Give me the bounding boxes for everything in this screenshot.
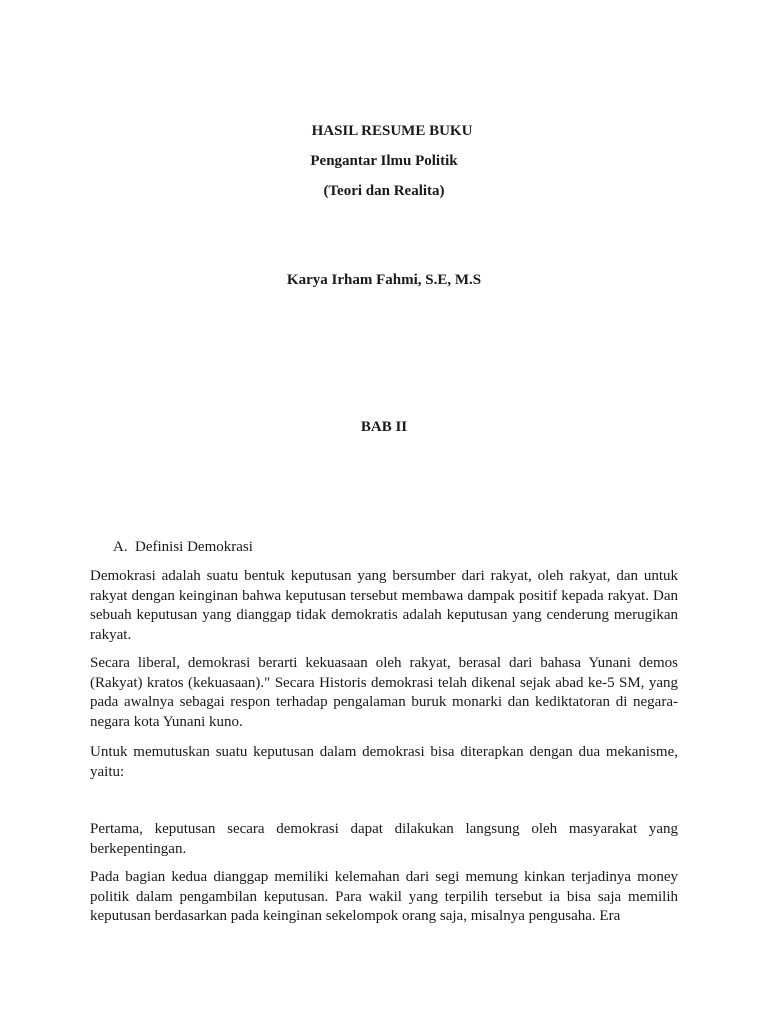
paragraph: Secara liberal, demokrasi berarti kekuasaan oleh rakyat, berasal dari bahasa Yunani demos (Rakyat) kratos (kekuasaan)." Secara Historis demokrasi telah dikenal sejak abad ke-5 SM, yang pada awalnya sebagai respon terhadap pengalaman buruk monarki dan kediktatoran di negara-negara kota Yunani kuno.	[90, 655, 678, 730]
paragraph: Pada bagian kedua dianggap memiliki kelemahan dari segi memung kinkan terjadinya money politik dalam pengambilan keputusan. Para wakil yang terpilih tersebut ia bisa saja memilih keputusan berdasarkan pada keinginan sekelompok orang saja, misalnya pengusaha. Era	[90, 869, 678, 924]
section-title: Definisi Demokrasi	[135, 539, 253, 555]
paragraph: Demokrasi adalah suatu bentuk keputusan yang bersumber dari rakyat, oleh rakyat, dan untuk rakyat dengan keinginan bahwa keputusan tersebut membawa dampak positif kepada rakyat. Dan sebuah keputusan yang dianggap tidak demokratis adalah keputusan yang cenderung merugikan rakyat.	[90, 568, 678, 643]
book-subtitle: (Teori dan Realita)	[323, 183, 445, 199]
paragraph: Pertama, keputusan secara demokrasi dapat dilakukan langsung oleh masyarakat yang berkepentingan.	[90, 821, 678, 857]
section-letter: A.	[113, 539, 128, 555]
paragraph: Untuk memutuskan suatu keputusan dalam demokrasi bisa diterapkan dengan dua mekanisme, yaitu:	[90, 744, 678, 780]
author-line: Karya Irham Fahmi, S.E, M.S	[286, 272, 482, 288]
section-heading	[113, 537, 253, 557]
chapter-heading: BAB II	[360, 419, 408, 435]
book-title: Pengantar Ilmu Politik	[310, 153, 458, 169]
document-title: HASIL RESUME BUKU	[311, 123, 473, 139]
